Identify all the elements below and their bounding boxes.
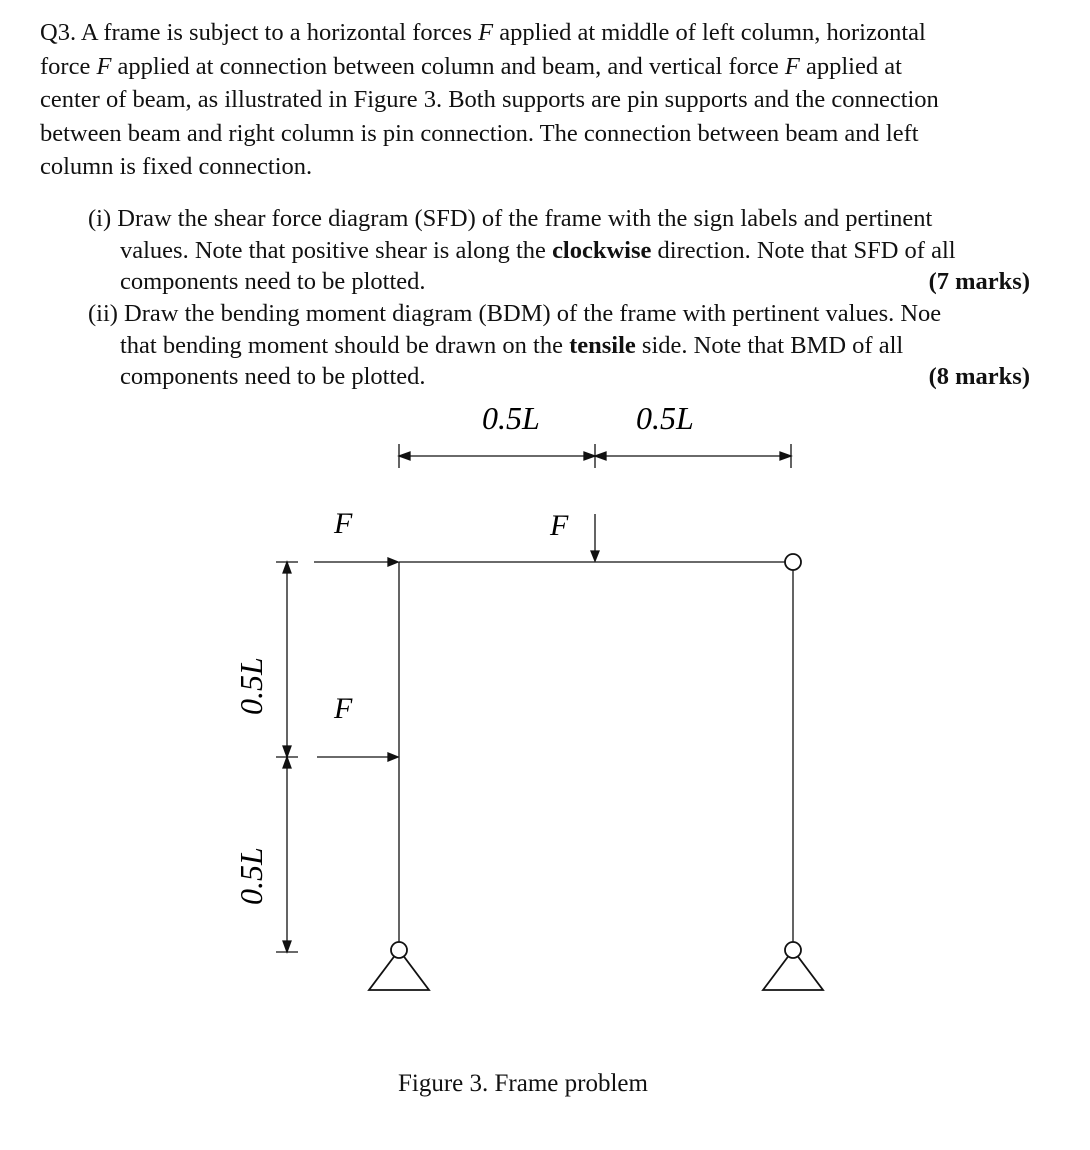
question-number: Q3. bbox=[40, 19, 77, 46]
part-i: (i) Draw the shear force diagram (SFD) of the frame with the sign labels and pertinent values. Note that positive shear is along the clockwise direction. Note that SFD of all components need to be plotted. (7 marks) bbox=[88, 203, 1048, 298]
dim-left-upper-label: 0.5L bbox=[233, 657, 269, 715]
force-top-label: F bbox=[334, 507, 353, 540]
dim-top-left-label: 0.5L bbox=[482, 400, 540, 436]
figure-caption: Figure 3. Frame problem bbox=[398, 1070, 648, 1097]
top-dimension bbox=[399, 444, 791, 468]
left-dimension bbox=[276, 562, 298, 952]
dim-left-lower-label: 0.5L bbox=[233, 847, 269, 905]
part-ii: (ii) Draw the bending moment diagram (BDM) of the frame with pertinent values. Noe that bending moment should be drawn on the tensile side. Note that BMD of all components need to be plotted. (8 marks) bbox=[88, 298, 1048, 393]
marks-badge-i: (7 marks) bbox=[928, 268, 1030, 295]
force-beam-label: F bbox=[550, 509, 569, 542]
force-beam-arrow bbox=[591, 514, 599, 561]
dim-top-right-label: 0.5L bbox=[636, 400, 694, 436]
question-statement: Q3. A frame is subject to a horizontal forces F applied at middle of left column, horizontal force F applied at connection between column and beam, and vertical force F applied at center of beam, as illustrated in Figure 3. Both supports are pin supports and the connection between beam and right column is pin connection. The connection between beam and left column is fixed connection. bbox=[40, 19, 939, 180]
pin-connection bbox=[785, 554, 801, 570]
right-pin-support bbox=[763, 942, 823, 990]
left-pin-support bbox=[369, 942, 429, 990]
marks-badge-ii: (8 marks) bbox=[928, 363, 1030, 390]
frame-members bbox=[399, 562, 793, 942]
force-top-arrow bbox=[314, 558, 398, 566]
force-mid-arrow bbox=[317, 753, 398, 761]
force-mid-label: F bbox=[334, 692, 353, 725]
